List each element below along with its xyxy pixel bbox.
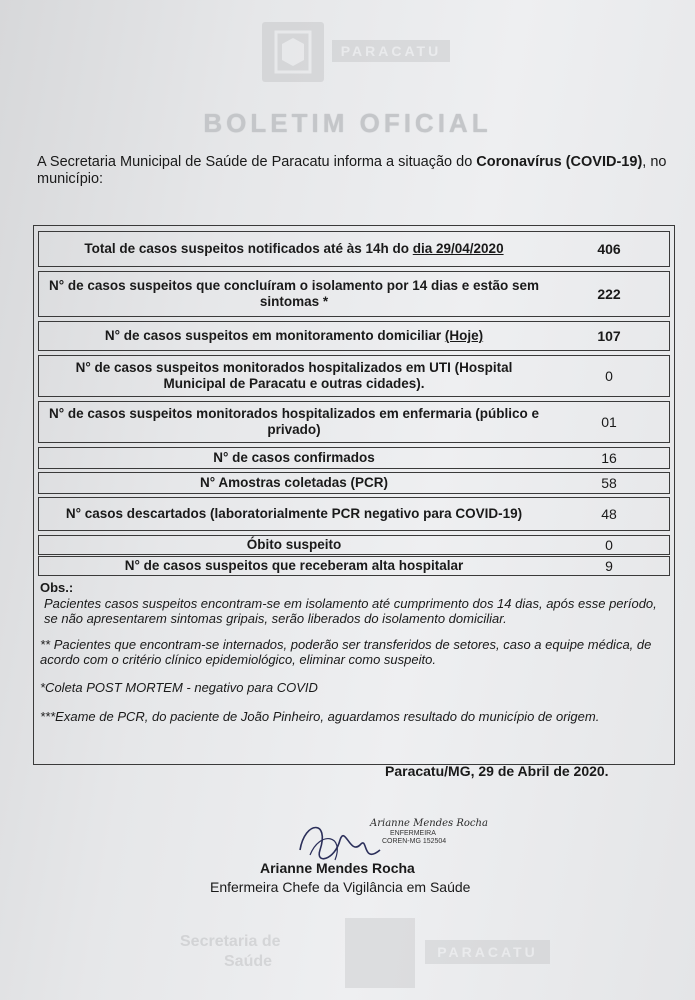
row-label: N° de casos confirmados	[213, 450, 375, 465]
table-row	[38, 556, 670, 576]
obs-note-1: Pacientes casos suspeitos encontram-se em isolamento até cumprimento dos 14 dias, após esse período, se não apresentarem sintomas gripais, serão liberados do isolamento domiciliar.	[44, 595, 657, 626]
row-value: 0	[605, 537, 613, 553]
table-row	[38, 472, 670, 494]
header-brand: PARACATU	[332, 40, 450, 62]
obs-note-3: *Coleta POST MORTEM - negativo para COVID	[40, 679, 318, 695]
intro-text-post: , no município:	[37, 154, 667, 187]
row-label: Óbito suspeito	[246, 537, 342, 552]
row-value: 16	[601, 450, 617, 466]
place-date: Paracatu/MG, 29 de Abril de 2020.	[385, 763, 609, 779]
stamp-name: Arianne Mendes Rocha	[370, 818, 488, 829]
footer-crest-icon	[345, 918, 415, 988]
row-label: N° de casos suspeitos monitorados hospitalizados em enfermaria (público e privado)	[48, 406, 539, 437]
footer-brand: PARACATU	[425, 940, 550, 964]
row-value: 01	[601, 414, 617, 430]
row-label: N° de casos suspeitos que receberam alta hospitalar	[124, 558, 464, 573]
table-row	[38, 535, 670, 555]
row-value: 107	[597, 328, 621, 344]
table-row	[38, 497, 670, 531]
footer-watermark-text: Secretaria de Saúde	[180, 933, 281, 970]
table-row	[38, 401, 670, 443]
table-row	[38, 271, 670, 317]
row-value: 9	[605, 558, 613, 574]
stamp-coren: COREN-MG 152504	[382, 838, 447, 845]
row-value: 406	[597, 241, 621, 257]
row-label: N° de casos suspeitos em monitoramento domiciliar (Hoje)	[104, 328, 484, 343]
table-row	[38, 231, 670, 267]
observations	[40, 580, 670, 725]
document-title: BOLETIM OFICIAL	[203, 108, 492, 138]
row-value: 0	[605, 368, 613, 384]
obs-note-2: ** Pacientes que encontram-se internados, poderão ser transferidos de setores, caso a equipe médica, de acordo com o critério clínico epidemiológico, eliminar como suspeito.	[40, 636, 652, 667]
intro-text-bold: Coronavírus (COVID-19)	[476, 154, 643, 170]
row-value: 58	[601, 475, 617, 491]
row-value: 48	[601, 506, 617, 522]
intro-paragraph	[37, 154, 669, 188]
intro-text-pre: A Secretaria Municipal de Saúde de Paracatu informa a situação do	[37, 154, 477, 170]
footer-watermark	[180, 918, 560, 988]
row-label: N° Amostras coletadas (PCR)	[200, 475, 388, 490]
row-value: 222	[597, 286, 621, 302]
row-label: N° de casos suspeitos que concluíram o isolamento por 14 dias e estão sem sintomas *	[48, 278, 540, 309]
table-row	[38, 447, 670, 469]
row-label: N° casos descartados (laboratorialmente PCR negativo para COVID-19)	[65, 506, 523, 521]
stamp-role: ENFERMEIRA	[390, 830, 436, 837]
obs-title: Obs.:	[40, 580, 74, 595]
row-label: Total de casos suspeitos notificados até às 14h do dia 29/04/2020	[84, 241, 504, 256]
table-row	[38, 321, 670, 351]
row-label: N° de casos suspeitos monitorados hospitalizados em UTI (Hospital Municipal de Paracatu e outras cidades).	[75, 360, 513, 391]
obs-note-4: ***Exame de PCR, do paciente de João Pinheiro, aguardamos resultado do município de origem.	[40, 709, 600, 724]
signatory-name: Arianne Mendes Rocha	[260, 860, 415, 876]
table-row	[38, 355, 670, 397]
signatory-role: Enfermeira Chefe da Vigilância em Saúde	[210, 879, 471, 895]
header-watermark	[262, 22, 452, 82]
crest-icon	[262, 22, 324, 82]
